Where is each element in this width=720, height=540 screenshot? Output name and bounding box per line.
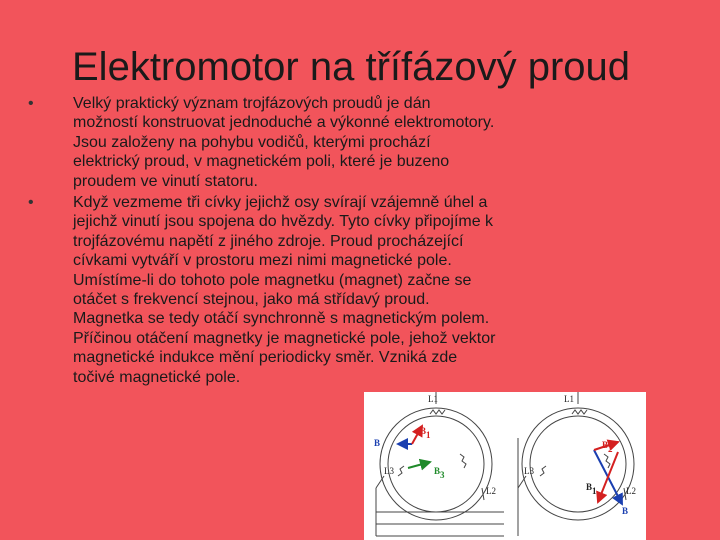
left-coil-right xyxy=(460,454,466,468)
three-phase-diagram xyxy=(364,392,646,540)
right-stator-inner xyxy=(530,416,626,512)
right-coil-left xyxy=(540,466,546,476)
bullet-text: Velký praktický význam trojfázových proudů je dán možností konstruovat jednoduché a výkonné elektromotory. Jsou založeny na pohybu vodičů, kterými prochází elektrický proud, v magnetickém poli, které je buzeno proudem ve vinutí statoru. xyxy=(73,95,495,190)
left-label-b3: B xyxy=(434,466,441,476)
right-label-b1-sub: 1 xyxy=(592,486,597,496)
diagram-svg xyxy=(364,392,646,540)
left-label-b3-sub: 3 xyxy=(440,470,445,480)
left-label-l1: L1 xyxy=(428,394,438,404)
right-label-l2: L2 xyxy=(626,486,636,496)
bullet-item xyxy=(28,193,498,387)
right-label-b: B xyxy=(622,506,629,516)
right-label-b1: B xyxy=(586,482,593,492)
right-label-l1: L1 xyxy=(564,394,574,404)
right-coil-top xyxy=(572,410,587,414)
bullet-marker: • xyxy=(28,194,34,212)
right-label-b2: B xyxy=(602,440,609,450)
right-label-l3: L3 xyxy=(524,466,534,476)
left-label-b1: B xyxy=(420,426,427,436)
left-vector-b3 xyxy=(408,462,430,468)
slide-title: Elektromotor na třífázový proud xyxy=(72,45,631,89)
left-stator-inner xyxy=(388,416,484,512)
bullet-text: Když vezmeme tři cívky jejichž osy svírají vzájemně úhel a jejichž vinutí jsou spojena do hvězdy. Tyto cívky připojíme k trojfázovému napětí z jiného zdroje. Proud procházející cívkami vytváří v prostoru mezi nimi magnetické pole. Umístíme-li do tohoto pole magnetku (magnet) začne se otáčet s frekvencí stejnou, jako má střídavý proud. Magnetka se tedy otáčí synchronně s magnetickým polem. Příčinou otáčení magnetky je magnetické pole, jehož vektor magnetické indukce mění periodicky směr. Vzniká zde točivé magnetické pole. xyxy=(73,194,496,386)
left-stator-outer xyxy=(380,408,492,520)
right-coil-right xyxy=(604,454,610,468)
left-coil-top xyxy=(430,410,445,414)
bullet-list xyxy=(28,94,498,389)
left-label-l3: L3 xyxy=(384,466,394,476)
right-motor-diagram xyxy=(518,392,636,536)
bullet-marker: • xyxy=(28,95,34,112)
right-label-b2-sub: 2 xyxy=(608,444,613,454)
left-label-b1-sub: 1 xyxy=(426,430,431,440)
left-coil-left xyxy=(398,466,404,476)
bullet-item xyxy=(28,94,498,191)
left-label-b: B xyxy=(374,438,381,448)
left-label-l2: L2 xyxy=(486,486,496,496)
left-motor-diagram xyxy=(374,392,504,536)
right-stator-outer xyxy=(522,408,634,520)
